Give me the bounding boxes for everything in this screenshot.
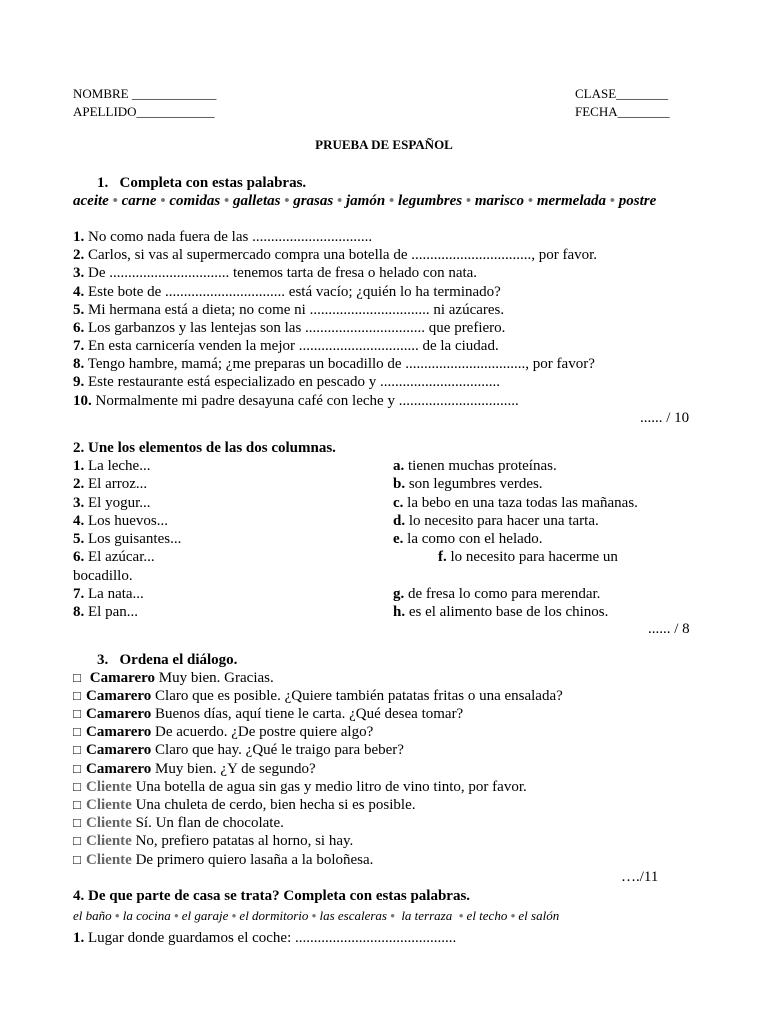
s4-item: 1. Lugar donde guardamos el coche: ........................................... xyxy=(73,930,457,946)
section-1-word-bank xyxy=(73,192,693,210)
word: las escaleras xyxy=(319,908,387,923)
exam-title: PRUEBA DE ESPAÑOL xyxy=(315,137,453,152)
word: el baño xyxy=(73,908,112,923)
s1-item: 6. Los garbanzos y las lentejas son las ................................ que prefiero. xyxy=(73,320,506,336)
s1-item: 8. Tengo hambre, mamá; ¿me preparas un bocadillo de ................................, por favor? xyxy=(73,356,595,372)
s1-item: 4. Este bote de ................................ está vacío; ¿quién lo ha terminado? xyxy=(73,284,501,300)
s2-right-item: f. lo necesito para hacerme un xyxy=(438,549,618,565)
checkbox-icon[interactable]: □ xyxy=(73,815,81,830)
s2-right-item: e. la como con el helado. xyxy=(393,531,543,547)
word: aceite xyxy=(73,193,109,209)
bullet: • xyxy=(527,193,534,209)
checkbox-icon[interactable]: □ xyxy=(73,852,81,867)
s2-left-item: 4. Los huevos... xyxy=(73,513,168,529)
word: jamón xyxy=(346,193,386,209)
dialog-line: □ Camarero Muy bien. Gracias. xyxy=(73,670,274,686)
dialog-line: □ Camarero Buenos días, aquí tiene le carta. ¿Qué desea tomar? xyxy=(73,706,464,722)
s2-right-item: h. es el alimento base de los chinos. xyxy=(393,604,609,620)
s2-right-item: d. lo necesito para hacer una tarta. xyxy=(393,513,599,529)
s2-right-item: c. la bebo en una taza todas las mañanas. xyxy=(393,495,638,511)
bullet: • xyxy=(465,193,472,209)
bullet: • xyxy=(173,908,179,923)
section-1-title: Completa con estas palabras. xyxy=(119,175,307,191)
s1-item: 1. No como nada fuera de las ................................ xyxy=(73,229,373,245)
checkbox-icon[interactable]: □ xyxy=(73,688,81,703)
s2-left-item: 1. La leche... xyxy=(73,458,151,474)
bullet: • xyxy=(510,908,516,923)
s2-right-item: g. de fresa lo como para merendar. xyxy=(393,586,601,602)
dialog-line: □ Cliente Una botella de agua sin gas y medio litro de vino tinto, por favor. xyxy=(73,779,527,795)
bullet: • xyxy=(336,193,343,209)
section-3-number: 3. xyxy=(97,652,109,668)
section-4-word-bank xyxy=(73,907,559,925)
s2-left-item: 2. El arroz... xyxy=(73,476,148,492)
section-2-score: ...... / 8 xyxy=(648,621,690,637)
bullet: • xyxy=(160,193,166,209)
bullet: • xyxy=(388,193,395,209)
word: galletas xyxy=(232,193,281,209)
word: la cocina xyxy=(122,908,171,923)
bullet: • xyxy=(284,193,290,209)
dialog-line: □ Camarero Claro que es posible. ¿Quiere también patatas fritas o una ensalada? xyxy=(73,688,563,704)
nombre-field: NOMBRE _____________ xyxy=(73,86,217,101)
section-1-heading xyxy=(97,174,306,192)
s1-item: 5. Mi hermana está a dieta; no come ni ................................ ni azúcares. xyxy=(73,302,505,318)
s2-right-item: a. tienen muchas proteínas. xyxy=(393,458,557,474)
checkbox-icon[interactable]: □ xyxy=(73,761,81,776)
word: carne xyxy=(121,193,157,209)
section-3-score: …./11 xyxy=(621,869,659,885)
word: mermelada xyxy=(536,193,606,209)
section-3-heading xyxy=(97,651,237,669)
s2-wrap-text: bocadillo. xyxy=(73,568,133,584)
section-3-title: Ordena el diálogo. xyxy=(119,652,238,668)
s1-item: 9. Este restaurante está especializado en pescado y ................................ xyxy=(73,374,500,390)
bullet: • xyxy=(458,908,464,923)
s2-left-item: 5. Los guisantes... xyxy=(73,531,182,547)
dialog-line: □ Camarero Muy bien. ¿Y de segundo? xyxy=(73,761,316,777)
word: el techo xyxy=(466,908,508,923)
word: grasas xyxy=(293,193,334,209)
dialog-line: □ Camarero Claro que hay. ¿Qué le traigo para beber? xyxy=(73,742,404,758)
dialog-line: □ Cliente Una chuleta de cerdo, bien hecha si es posible. xyxy=(73,797,416,813)
bullet: • xyxy=(223,193,230,209)
s2-right-item: b. son legumbres verdes. xyxy=(393,476,543,492)
word: legumbres xyxy=(397,193,463,209)
bullet: • xyxy=(390,908,395,923)
word: postre xyxy=(618,193,657,209)
apellido-field: APELLIDO____________ xyxy=(73,104,215,119)
s2-left-item: 7. La nata... xyxy=(73,586,144,602)
bullet: • xyxy=(231,908,237,923)
bullet: • xyxy=(114,908,120,923)
checkbox-icon[interactable]: □ xyxy=(73,797,81,812)
word: el salón xyxy=(518,908,560,923)
fecha-field: FECHA________ xyxy=(575,104,670,119)
section-4-title: 4. De que parte de casa se trata? Completa con estas palabras. xyxy=(73,888,471,904)
word: comidas xyxy=(169,193,221,209)
dialog-line: □ Cliente No, prefiero patatas al horno, si hay. xyxy=(73,833,354,849)
section-1-score: ...... / 10 xyxy=(640,410,690,426)
checkbox-icon[interactable]: □ xyxy=(73,670,81,685)
s2-left-item: 3. El yogur... xyxy=(73,495,151,511)
checkbox-icon[interactable]: □ xyxy=(73,724,81,739)
s1-item: 3. De ................................ tenemos tarta de fresa o helado con nata. xyxy=(73,265,478,281)
bullet: • xyxy=(609,193,615,209)
checkbox-icon[interactable]: □ xyxy=(73,706,81,721)
dialog-line: □ Cliente De primero quiero lasaña a la boloñesa. xyxy=(73,852,374,868)
checkbox-icon[interactable]: □ xyxy=(73,779,81,794)
checkbox-icon[interactable]: □ xyxy=(73,742,81,757)
dialog-line: □ Cliente Sí. Un flan de chocolate. xyxy=(73,815,284,831)
s2-left-item: 6. El azúcar... xyxy=(73,549,155,565)
word: el garaje xyxy=(181,908,229,923)
dialog-line: □ Camarero De acuerdo. ¿De postre quiere algo? xyxy=(73,724,374,740)
s1-item: 7. En esta carnicería venden la mejor ................................ de la ciudad. xyxy=(73,338,499,354)
clase-field: CLASE________ xyxy=(575,86,669,101)
word: la terraza xyxy=(401,908,453,923)
s1-item: 10. Normalmente mi padre desayuna café con leche y ................................ xyxy=(73,393,519,409)
checkbox-icon[interactable]: □ xyxy=(73,833,81,848)
bullet: • xyxy=(112,193,118,209)
s1-item: 2. Carlos, si vas al supermercado compra una botella de ................................, por favor. xyxy=(73,247,598,263)
section-1-number: 1. xyxy=(97,175,109,191)
s2-left-item: 8. El pan... xyxy=(73,604,138,620)
word: el dormitorio xyxy=(239,908,309,923)
section-2-title: 2. Une los elementos de las dos columnas. xyxy=(73,440,336,456)
word: marisco xyxy=(474,193,525,209)
bullet: • xyxy=(311,908,317,923)
